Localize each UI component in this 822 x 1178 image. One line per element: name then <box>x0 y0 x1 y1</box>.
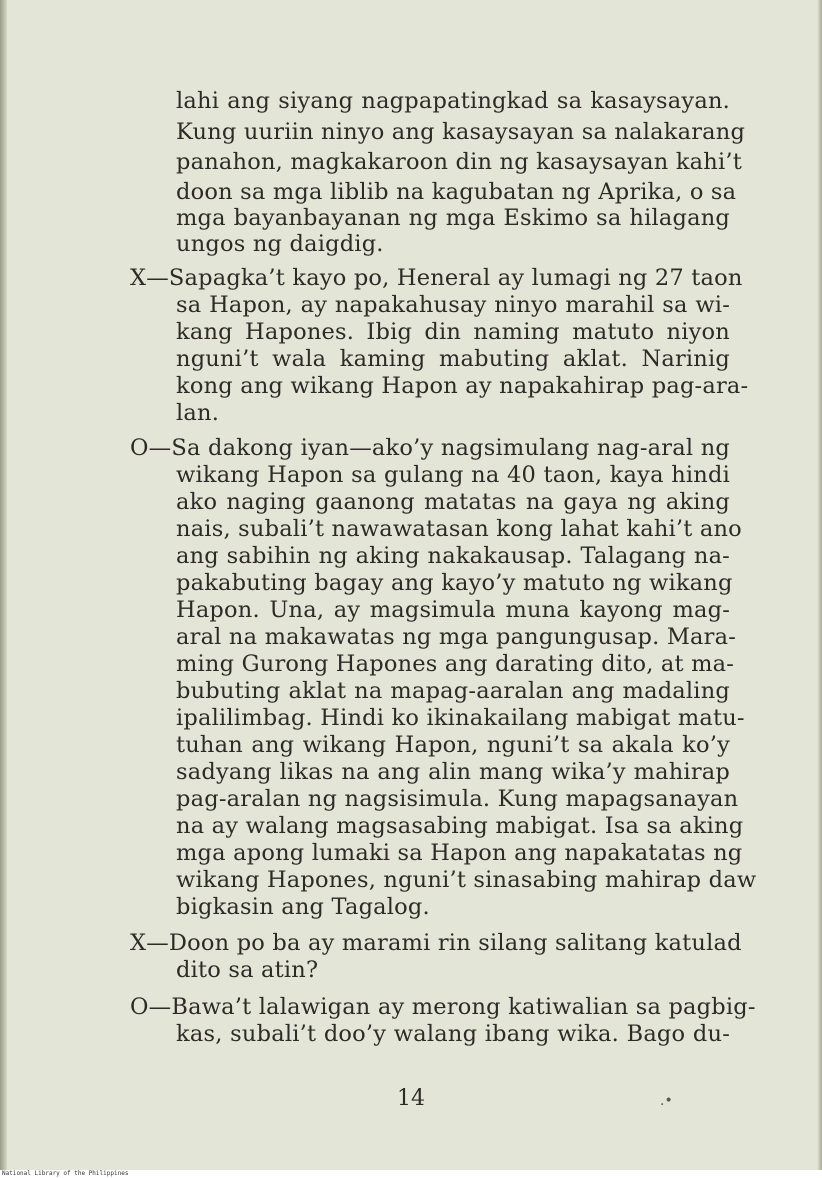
text-line: sa Hapon, ay napakahusay ninyo marahil sa wi- <box>176 292 730 318</box>
text-line: mga apong lumaki sa Hapon ang napakatatas ng <box>176 840 743 866</box>
text-line: kong ang wikang Hapon ay napakahirap pag-ara- <box>176 373 749 399</box>
text-line: ang sabihin ng aking nakakausap. Talagang na- <box>176 543 730 569</box>
page-edge-shadow <box>817 0 822 1170</box>
text-line: ako naging gaanong matatas na gaya ng aking <box>176 489 730 515</box>
text-line: kas, subali’t doo’y walang ibang wika. Bago du- <box>176 1021 730 1047</box>
text-line: wikang Hapones, nguni’t sinasabing mahirap daw <box>176 867 757 893</box>
text-line: panahon, magkakaroon din ng kasaysayan kahi’t <box>176 149 742 175</box>
text-line: doon sa mga liblib na kagubatan ng Aprika, o sa <box>176 179 737 205</box>
text-line: kang Hapones. Ibig din naming matuto niyon <box>176 319 730 345</box>
text-line: ipalilimbag. Hindi ko ikinakailang mabigat matu- <box>176 705 745 731</box>
text-line: bubuting aklat na mapag-aaralan ang madaling <box>176 678 730 704</box>
text-line: Hapon. Una, ay magsimula muna kayong mag- <box>176 597 730 623</box>
text-line: lahi ang siyang nagpapatingkad sa kasaysayan. <box>176 88 730 114</box>
speaker-line-o: O—Sa dakong iyan—ako’y nagsimulang nag-aral ng <box>130 435 730 461</box>
text-line: pakabuting bagay ang kayo’y matuto ng wikang <box>176 570 733 596</box>
text-line: sadyang likas na ang alin mang wika’y mahirap <box>176 759 730 785</box>
page-binding-shadow <box>0 0 7 1170</box>
text-line: lan. <box>176 400 220 426</box>
speaker-line-x: X—Sapagka’t kayo po, Heneral ay lumagi ng 27 taon <box>130 265 743 291</box>
speaker-line-x: X—Doon po ba ay marami rin silang salitang katulad <box>130 930 742 956</box>
text-line: dito sa atin? <box>176 957 319 983</box>
print-speck: .• <box>660 1093 673 1109</box>
text-line: wikang Hapon sa gulang na 40 taon, kaya hindi <box>176 462 730 488</box>
text-line: nguni’t wala kaming mabuting aklat. Narinig <box>176 346 730 372</box>
page-number: 14 <box>397 1086 425 1111</box>
text-line: pag-aralan ng nagsisimula. Kung mapagsanayan <box>176 786 739 812</box>
speaker-line-o: O—Bawa’t lalawigan ay merong katiwalian sa pagbig- <box>130 994 756 1020</box>
text-line: Kung uuriin ninyo ang kasaysayan sa nalakarang <box>176 119 746 145</box>
text-line: tuhan ang wikang Hapon, nguni’t sa akala ko’y <box>176 732 730 758</box>
text-line: mga bayanbayanan ng mga Eskimo sa hilagang <box>176 205 730 231</box>
text-line: nais, subali’t nawawatasan kong lahat kahi’t ano <box>176 516 742 542</box>
footer-credit: National Library of the Philippines <box>2 1170 129 1177</box>
text-line: aral na makawatas ng mga pangungusap. Mara- <box>176 624 737 650</box>
text-line: bigkasin ang Tagalog. <box>176 894 430 920</box>
text-line: na ay walang magsasabing mabigat. Isa sa aking <box>176 813 744 839</box>
text-line: ming Gurong Hapones ang darating dito, at ma- <box>176 651 735 677</box>
text-line: ungos ng daigdig. <box>176 231 384 257</box>
